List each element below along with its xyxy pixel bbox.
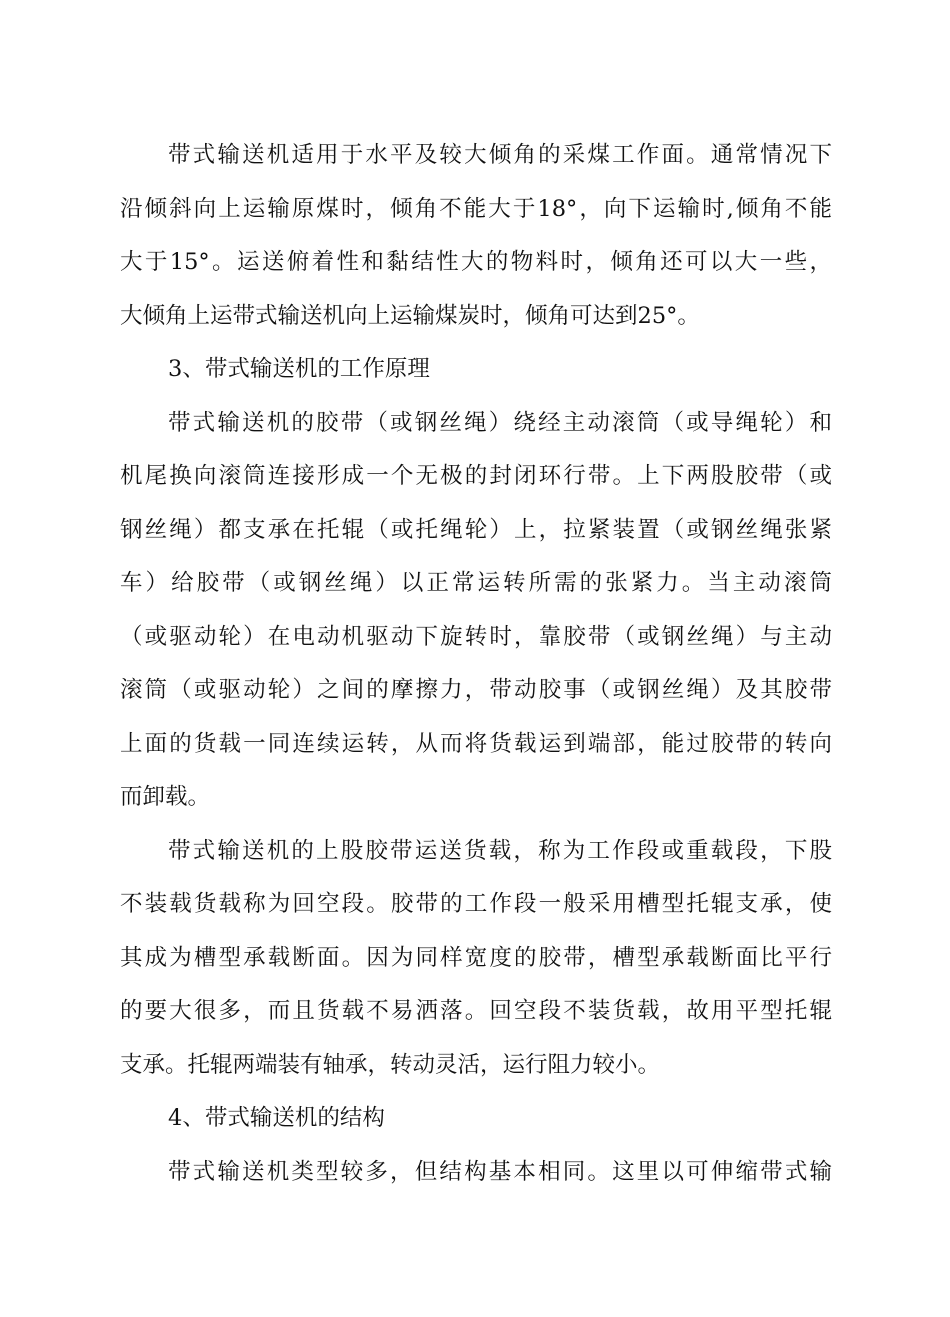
paragraph-line: 大倾角上运带式输送机向上运输煤炭时，倾角可达到25°。 [120, 302, 700, 329]
paragraph-line: 车）给胶带（或钢丝绳）以正常运转所需的张紧力。当主动滚筒 [120, 570, 832, 596]
paragraph-line: 滚筒（或驱动轮）之间的摩擦力，带动胶事（或钢丝绳）及其胶带 [120, 677, 832, 703]
paragraph-line: 机尾换向滚筒连接形成一个无极的封闭环行带。上下两股胶带（或 [120, 463, 832, 489]
paragraph-working-principle [120, 397, 832, 825]
paragraph-line: 沿倾斜向上运输原煤时，倾角不能大于18°，向下运输时,倾角不能 [120, 195, 832, 222]
paragraph-line: 钢丝绳）都支承在托辊（或托绳轮）上，拉紧装置（或钢丝绳张紧 [120, 516, 832, 543]
paragraph-line: 不装载货载称为回空段。胶带的工作段一般采用槽型托辊支承，使 [120, 891, 832, 917]
paragraph-structure [120, 1146, 832, 1200]
paragraph-line: （或驱动轮）在电动机驱动下旋转时，靠胶带（或钢丝绳）与主动 [120, 623, 832, 650]
paragraph-line: 带式输送机的胶带（或钢丝绳）绕经主动滚筒（或导绳轮）和 [168, 409, 832, 436]
section-heading-working-principle [120, 343, 832, 397]
paragraph-line: 带式输送机适用于水平及较大倾角的采煤工作面。通常情况下 [168, 142, 832, 168]
paragraph-conveyor-application [120, 129, 832, 343]
paragraph-line: 带式输送机类型较多，但结构基本相同。这里以可伸缩带式输 [168, 1158, 832, 1185]
paragraph-line: 而卸载。 [120, 784, 211, 810]
paragraph-working-section [120, 825, 832, 1093]
section-heading-text: 3、带式输送机的工作原理 [168, 356, 430, 382]
document-body [120, 129, 832, 1199]
section-heading-text: 4、带式输送机的结构 [168, 1105, 385, 1131]
paragraph-line: 带式输送机的上股胶带运送货载，称为工作段或重载段，下股 [168, 837, 832, 864]
paragraph-line: 大于15°。运送俯着性和黏结性大的物料时，倾角还可以大一些， [120, 249, 832, 275]
paragraph-line: 支承。托辊两端装有轴承，转动灵活，运行阻力较小。 [120, 1051, 661, 1078]
paragraph-line: 的要大很多，而且货载不易洒落。回空段不装货载，故用平型托辊 [120, 998, 832, 1024]
section-heading-structure [120, 1092, 832, 1146]
paragraph-line: 上面的货载一同连续运转，从而将货载运到端部，能过胶带的转向 [120, 730, 832, 757]
paragraph-line: 其成为槽型承载断面。因为同样宽度的胶带，槽型承载断面比平行 [120, 944, 832, 971]
